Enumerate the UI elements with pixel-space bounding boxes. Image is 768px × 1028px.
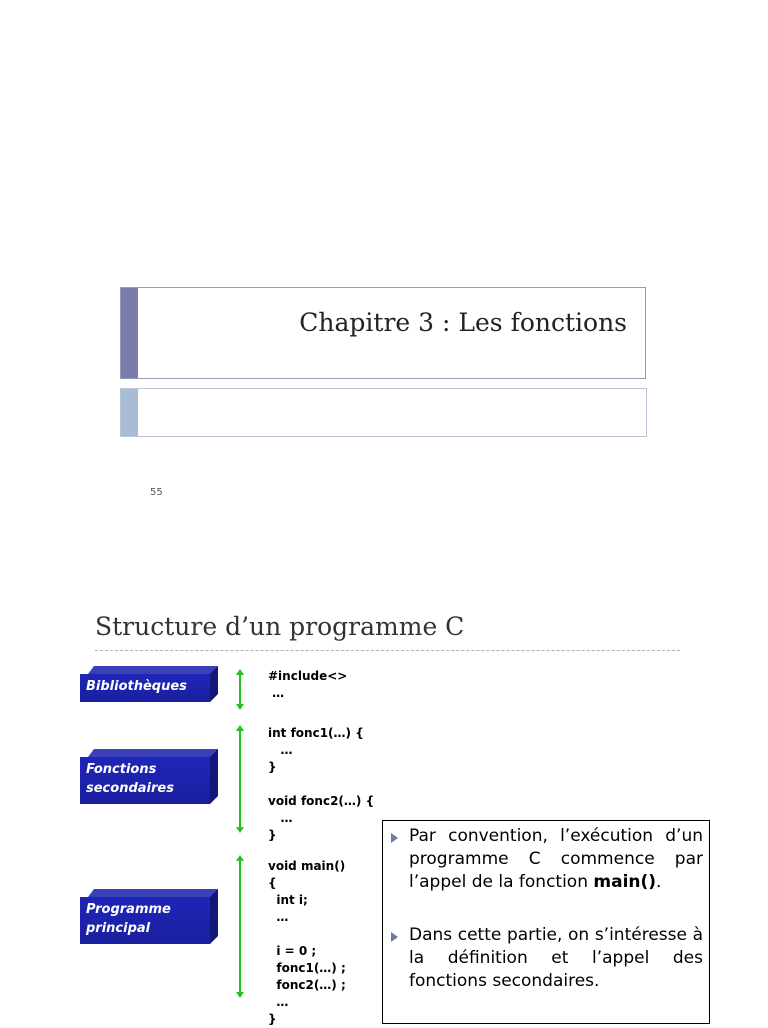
code-libraries: #include<> …: [268, 669, 348, 700]
code-secondary-functions: int fonc1(…) { … } void fonc2(…) { … }: [268, 726, 375, 842]
explanation-box: [382, 820, 710, 1024]
secondary-range-arrow: [239, 730, 241, 828]
secondary-label-line2: secondaires: [86, 781, 174, 796]
bullet-convention: [389, 825, 703, 894]
slide-title: Structure d’un programme C: [95, 612, 465, 641]
main-label-line1: Programme: [86, 902, 171, 917]
subtitle-frame: [120, 388, 647, 437]
main-program-box: [80, 889, 218, 944]
bullet-scope: [389, 924, 703, 993]
page-number: 55: [150, 487, 163, 498]
secondary-label-line1: Fonctions: [86, 762, 157, 777]
subtitle-accent-bar: [121, 389, 138, 436]
bullet-convention-text: Par convention, l’exécution d’un programme C commence par l’appel de la fonction: [409, 826, 703, 892]
main-label-line2: principal: [86, 921, 151, 936]
bullet-scope-text: Dans cette partie, on s’intéresse à la définition et l’appel des fonctions secondaires.: [409, 925, 703, 991]
libraries-box: [80, 666, 218, 702]
title-divider: [95, 650, 680, 651]
chapter-title: Chapitre 3 : Les fonctions: [299, 308, 627, 337]
main-range-arrow: [239, 860, 241, 993]
libraries-range-arrow: [239, 674, 241, 705]
title-accent-bar: [121, 288, 138, 378]
bullet-convention-end: .: [656, 872, 662, 892]
libraries-label: Bibliothèques: [86, 679, 187, 694]
secondary-functions-box: [80, 749, 218, 804]
triangle-bullet-icon: [391, 833, 398, 843]
bullet-convention-main: main(): [593, 872, 657, 892]
triangle-bullet-icon: [391, 932, 398, 942]
chapter-title-frame: [120, 287, 646, 379]
code-main: void main() { int i; … i = 0 ; fonc1(…) ; fonc2(…) ; … }: [268, 859, 346, 1026]
